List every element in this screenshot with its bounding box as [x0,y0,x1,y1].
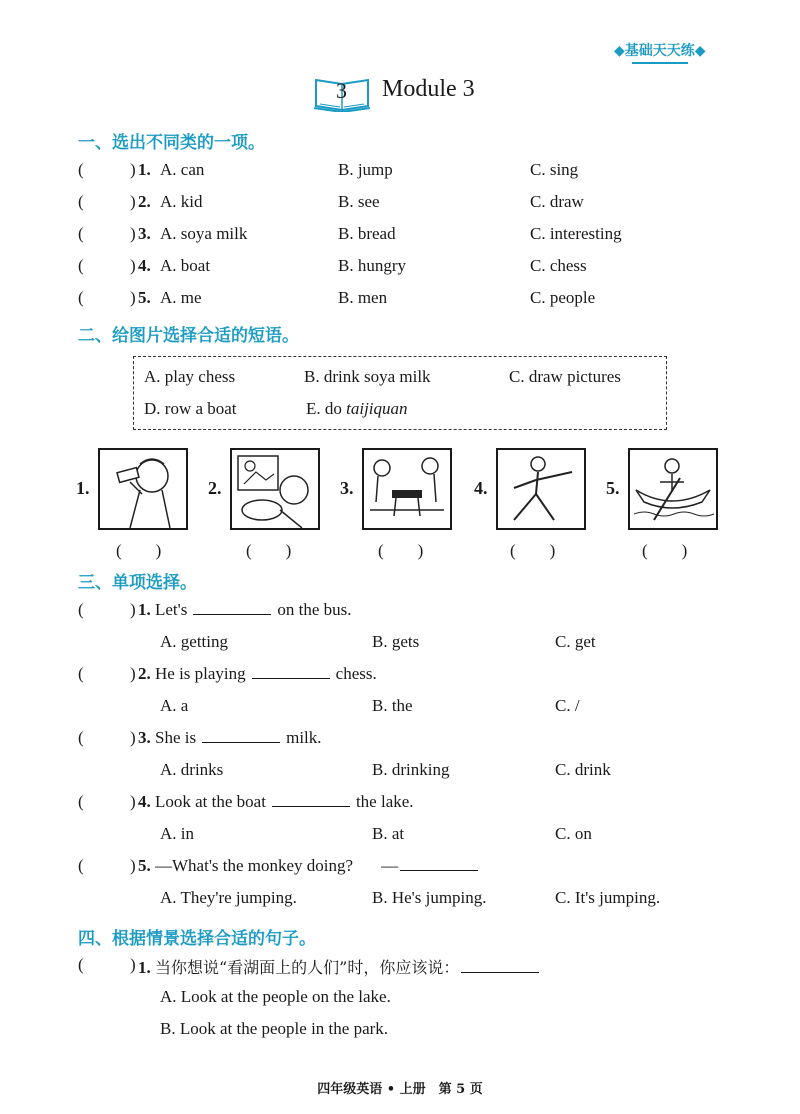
option-a: A. getting [160,632,228,651]
question-number: 4. [138,256,151,275]
playing-chess-icon [362,448,452,530]
option-a: A. soya milk [160,224,248,243]
option-a: A. in [160,824,194,843]
section4-heading: 四、根据情景选择合适的句子。 [78,929,316,949]
picture-number: 1. [76,478,90,498]
option-b: B. jump [338,160,393,179]
question-stem: Let's [155,600,188,619]
drinking-child-icon [98,448,188,530]
option-b: B. hungry [338,256,406,275]
answer-blank [252,664,330,679]
question-number: 3. [138,224,151,243]
answer-blank [202,728,280,743]
question-number: 1. [138,600,151,619]
option-b: B. men [338,288,388,307]
question-stem-end: on the bus. [277,600,352,619]
option-c: C. on [555,824,592,843]
question-stem: She is [155,728,197,747]
question-number: 2. [138,664,151,683]
section3-heading: 三、单项选择。 [78,573,197,593]
question-stem: —What's the monkey doing? [155,856,354,875]
question-number: 5. [138,288,151,307]
question-stem-end: the lake. [355,792,414,811]
picture-number: 2. [208,478,222,498]
question-number: 1. [138,160,151,179]
question-stem: Look at the boat [155,792,266,811]
answer-blank [400,856,478,871]
option-c: C. interesting [530,224,622,243]
module-number: 3 [336,78,347,103]
option-b: B. bread [338,224,396,243]
option-b: B. see [338,192,380,211]
option-b: B. the [372,696,413,715]
option-c: C. / [555,696,580,715]
option-b: B. gets [372,632,420,651]
phrase-option-box [133,356,667,430]
picture-number: 3. [340,478,354,498]
answer-blank [193,600,271,615]
section1-heading: 一、选出不同类的一项。 [78,133,265,153]
picture-number: 5. [606,478,620,498]
page-footer: 四年级英语 • 上册 第 5 页 [317,1082,483,1097]
option-a: A. Look at the people on the lake. [160,987,391,1006]
question-stem-end: — [381,856,399,875]
question-stem: 当你想说“看湖面上的人们”时，你应该说： [155,958,460,977]
option-b: B. at [372,824,405,843]
option-c: C. It's jumping. [555,888,661,907]
option-c: C. chess [530,256,587,275]
answer-paren: ( ) [642,541,688,560]
answer-paren: ( ) [246,541,292,560]
option-c: C. get [555,632,596,651]
phrase-option-d: D. row a boat [144,399,237,418]
option-a: A. a [160,696,189,715]
module-title-text: Module 3 [382,76,475,102]
question-number: 2. [138,192,151,211]
option-c: C. sing [530,160,579,179]
question-stem: He is playing [155,664,246,683]
question-number: 5. [138,856,151,875]
phrase-option-e: E. do taijiquan [306,399,408,418]
option-c: C. draw [530,192,584,211]
option-b: B. Look at the people in the park. [160,1019,389,1038]
question-number: 1. [138,958,151,977]
option-a: A. kid [160,192,203,211]
answer-paren: ( ) [510,541,556,560]
series-badge: ◆基础天天练◆ [614,40,706,60]
question-stem-end: chess. [335,664,377,683]
option-a: A. drinks [160,760,224,779]
answer-paren: ( ) [378,541,424,560]
picture-number: 4. [474,478,488,498]
module-title [312,74,512,114]
option-c: C. people [530,288,596,307]
taijiquan-icon [496,448,586,530]
option-a: A. boat [160,256,211,275]
answer-paren-open: ( [78,160,84,179]
option-b: B. He's jumping. [372,888,487,907]
phrase-option-c: C. draw pictures [509,367,621,386]
phrase-option-a: A. play chess [144,367,236,386]
option-c: C. drink [555,760,611,779]
phrase-option-b: B. drink soya milk [304,367,431,386]
option-a: A. can [160,160,205,179]
option-a: A. me [160,288,202,307]
section2-heading: 二、给图片选择合适的短语。 [78,326,299,346]
question-number: 4. [138,792,151,811]
question-stem-end: milk. [286,728,322,747]
rowing-boat-icon [628,448,718,530]
option-b: B. drinking [372,760,450,779]
answer-paren: ( ) [116,541,162,560]
answer-blank [461,958,539,973]
option-a: A. They're jumping. [160,888,297,907]
painting-child-icon [230,448,320,530]
question-number: 3. [138,728,151,747]
answer-blank [272,792,350,807]
answer-paren-close: ) [130,160,136,179]
